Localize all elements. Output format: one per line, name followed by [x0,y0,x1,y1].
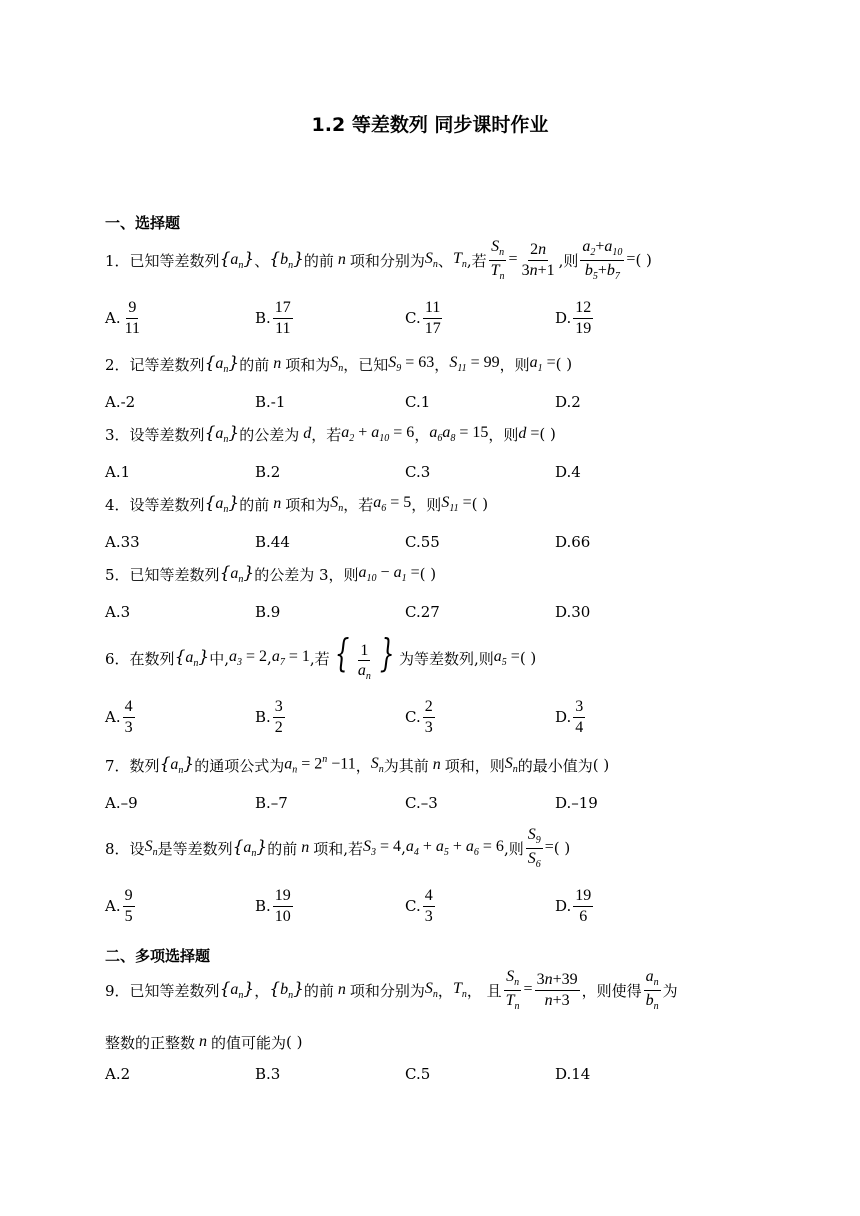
math-product: $a_6a_8 = 15$ [429,423,489,445]
option-b[interactable] [255,697,287,737]
option-c[interactable]: C.1 [405,393,431,411]
answer-blank: ( ) [592,756,610,774]
frac-num: 19 [573,887,593,907]
option-a[interactable]: A.2 [105,1065,131,1083]
options-q8 [105,886,805,926]
question-text: 项和,若 [313,839,364,858]
option-label: D. [555,309,572,327]
question-5 [105,560,436,588]
sequence-a: $\{a_n\}$ [204,492,240,516]
question-text: 中, [209,649,229,668]
option-label: A. [105,309,121,327]
question-text: ，已知 [343,355,389,374]
sequence-a: $\{a_n\}$ [174,646,210,670]
math-ratio: $\frac{S_9}{S_6}$ = [527,826,554,870]
option-label: C. [405,897,421,915]
frac-num: 4 [423,887,435,907]
math-tn: $T_n$ [452,979,467,1001]
sequence-b: $\{b_n\}$ [269,248,304,272]
question-text: 、 [254,251,270,270]
question-text: 已知等差数列 [129,251,220,270]
sequence-a: $\{a_n\}$ [232,836,268,860]
frac-num: 3 [573,698,585,718]
question-1 [105,238,652,282]
frac-num: 9 [123,887,135,907]
frac-num: 12 [573,299,593,319]
option-c[interactable]: C.–3 [405,794,438,812]
options-q9 [105,1054,805,1094]
question-text: ， [414,425,430,444]
answer-blank: ( ) [539,425,556,443]
question-text: ，则 [411,495,442,514]
question-text: ,若 [466,251,487,270]
question-text: 的前 [239,355,270,374]
question-text: 的前 [303,981,334,1000]
question-2 [105,350,572,378]
question-4 [105,490,488,518]
question-text: ，若 [311,425,342,444]
question-text: 的通项公式为 [194,756,285,775]
math-n: n [195,1033,212,1050]
frac-num: 4 [123,698,135,718]
option-b[interactable]: B.3 [255,1065,281,1083]
question-text: 的前 [303,251,334,270]
option-label: A. [105,708,121,726]
question-text: ， 且 [466,981,502,1000]
options-q5 [105,592,805,632]
option-c[interactable]: C.27 [405,603,440,621]
math-d: d [299,425,312,442]
answer-blank: ( ) [519,649,537,667]
question-text: 是等差数列 [157,839,233,858]
answer-blank: ( ) [635,251,652,269]
frac-den: 19 [575,319,592,337]
question-text: , [401,839,406,857]
options-q6 [105,697,805,737]
math-s11: $S_{11}$ = [441,493,472,515]
math-n: n [269,355,286,372]
math-n: n [333,251,350,268]
option-c[interactable]: C.55 [405,533,440,551]
question-number: 2． [105,355,130,374]
question-text: ， [254,981,270,1000]
answer-blank: ( ) [286,1033,303,1051]
sequence-a: $\{a_n\}$ [204,422,240,446]
question-number: 5． [105,565,130,584]
option-d[interactable] [555,298,595,338]
option-label: D. [555,897,572,915]
option-b[interactable]: B.2 [255,463,281,481]
frac-num: 9 [126,299,138,319]
question-text: ，若 [343,495,374,514]
question-text: 整数的正整数 [105,1033,196,1052]
question-text: ， [355,756,371,775]
frac-den: 17 [424,319,441,337]
math-sn: $S_n$ [330,493,344,515]
answer-blank: ( ) [471,495,489,513]
options-q3 [105,452,805,492]
question-text: ,若 [309,649,330,668]
option-label: B. [255,309,271,327]
page-title: 1.2 等差数列 同步课时作业 [311,114,549,136]
option-a[interactable] [105,886,137,926]
question-text: ， [434,355,450,374]
question-9 [105,968,678,1012]
sequence-a: $\{a_n\}$ [159,753,195,777]
options-q7 [105,783,805,823]
math-an-over-bn: $\frac{a_n}{b_n}$ [645,968,659,1012]
question-text: 为其前 [383,756,429,775]
option-b[interactable] [255,298,295,338]
question-text: 已知等差数列 [129,565,220,584]
option-d[interactable]: D.4 [555,463,581,481]
option-a[interactable]: A.1 [105,463,131,481]
math-sum456: $a_4 + a_5 + a_6 = 6$ [405,837,504,859]
question-8 [105,826,570,870]
question-text: 的最小值为 [517,756,593,775]
question-text: 为等差数列,则 [399,649,494,668]
option-label: A. [105,897,121,915]
question-7 [105,751,609,779]
math-a6: $a_6 = 5$ [373,493,412,515]
question-text: 设 [129,839,145,858]
question-number: 4． [105,495,130,514]
question-text: ,则 [558,251,579,270]
question-text: ， [437,981,453,1000]
question-number: 3． [105,425,130,444]
option-label: C. [405,708,421,726]
math-sn: $S_n$ [370,754,384,776]
math-sn: $S_n$ [424,249,438,271]
frac-num: 2 [423,698,435,718]
option-b[interactable]: B.9 [255,603,281,621]
option-a[interactable]: A.3 [105,603,131,621]
frac-den: 3 [424,907,433,925]
option-b[interactable]: B.-1 [255,393,286,411]
option-a[interactable]: A.33 [105,533,140,551]
question-text: 项和为 [285,355,331,374]
option-label: B. [255,708,271,726]
option-d[interactable] [555,886,595,926]
options-q2 [105,382,805,422]
frac-num: 19 [273,887,293,907]
option-b[interactable]: B.44 [255,533,290,551]
math-n: n [333,981,350,998]
frac-den: 5 [124,907,133,925]
math-a7: $a_7 = 1$ [271,647,310,669]
frac-den: 2 [274,718,283,736]
options-q4 [105,522,805,562]
question-text: 的公差为 [239,425,300,444]
question-text: 在数列 [129,649,175,668]
question-9-continued [105,1028,303,1056]
question-text: 记等差数列 [129,355,205,374]
math-n: n [297,839,314,856]
question-text: 数列 [129,756,160,775]
question-text: 项和分别为 [349,251,425,270]
question-text: , [267,649,272,667]
math-d-eq: d = [518,425,540,442]
question-text: 项和分别为 [349,981,425,1000]
option-c[interactable] [405,697,437,737]
option-b[interactable]: B.–7 [255,794,288,812]
sequence-a: $\{a_n\}$ [204,352,240,376]
sequence-b: $\{b_n\}$ [269,978,304,1002]
math-target: $\frac{a_2+a_{10}}{b_5+b_7}$ = [582,238,636,282]
math-sn: $S_n$ [144,837,158,859]
option-c[interactable]: C.5 [405,1065,431,1083]
sequence-reciprocal: { $\frac{1}{a_n}$ } [334,630,395,683]
math-difference: $a_{10} - a_1$ = [358,563,420,585]
question-text: ，则使得 [581,981,642,1000]
question-text: 、 [437,251,453,270]
sequence-a: $\{a_n\}$ [219,978,255,1002]
answer-blank: ( ) [555,355,573,373]
frac-den: 10 [274,907,291,925]
question-text: 设等差数列 [129,495,205,514]
question-number: 7． [105,756,130,775]
option-a[interactable] [105,697,137,737]
question-6 [105,632,536,684]
question-text: 项和为 [285,495,331,514]
question-text: ，则 [499,355,530,374]
option-label: C. [405,309,421,327]
option-c[interactable] [405,298,445,338]
answer-blank: ( ) [553,839,571,857]
option-label: B. [255,897,271,915]
math-a3: $a_3 = 2$ [229,647,268,669]
option-a[interactable]: A.-2 [105,393,136,411]
question-3 [105,420,556,448]
question-text: 已知等差数列 [129,981,220,1000]
question-text: 为 [662,981,678,1000]
option-a[interactable]: A.–9 [105,794,138,812]
math-general-term: $a_n = 2^n -11$ [284,754,356,776]
frac-den: 6 [579,907,588,925]
math-a5: $a_5$ = [493,647,520,669]
math-s3: $S_3 = 4$ [363,837,402,859]
math-sum: $a_2 + a_{10} = 6$ [341,423,415,445]
question-text: ，则 [488,425,519,444]
option-d[interactable]: D.66 [555,533,591,551]
math-n: n [428,756,445,773]
math-s9: $S_9 = 63$ [388,353,435,375]
section-heading-single-choice: 一、选择题 [105,214,181,232]
question-number: 8． [105,839,130,858]
option-d[interactable] [555,697,587,737]
math-a1: $a_1$ = [529,353,556,375]
math-tn: $T_n$ [452,249,467,271]
frac-den: 3 [124,718,133,736]
options-q1 [105,298,805,338]
math-ratio: $\frac{S_n}{T_n}$ = $\frac{3n+39}{n+3}$ [505,968,578,1012]
question-text: 设等差数列 [129,425,205,444]
math-ratio: $\frac{S_n}{T_n}$ = $\frac{2n}{3n+1}$ [490,238,555,282]
math-sn: $S_n$ [424,979,438,1001]
section-heading-multi-choice: 二、多项选择题 [105,947,211,965]
question-text: 的前 [267,839,298,858]
option-d[interactable]: D.2 [555,393,581,411]
question-text: 的公差为 3，则 [254,565,359,584]
frac-den: 4 [575,718,584,736]
option-a[interactable] [105,298,144,338]
sequence-a: $\{a_n\}$ [219,562,255,586]
math-sn: $S_n$ [504,754,518,776]
question-text: ,则 [503,839,524,858]
math-sn: $S_n$ [330,353,344,375]
answer-blank: ( ) [419,565,437,583]
question-text: 的值可能为 [211,1033,287,1052]
option-d[interactable]: D.14 [555,1065,591,1083]
option-c[interactable] [405,886,437,926]
option-c[interactable]: C.3 [405,463,431,481]
frac-den: 3 [424,718,433,736]
math-s11: $S_{11} = 99$ [449,353,500,375]
frac-num: 3 [273,698,285,718]
sequence-a: $\{a_n\}$ [219,248,255,272]
option-label: D. [555,708,572,726]
frac-num: 11 [423,299,442,319]
frac-den: 11 [124,319,141,337]
question-number: 1． [105,251,130,270]
frac-den: 11 [275,319,291,337]
question-number: 9． [105,981,130,1000]
frac-num: 17 [273,299,293,319]
option-d[interactable]: D.–19 [555,794,598,812]
option-d[interactable]: D.30 [555,603,591,621]
math-n: n [269,495,286,512]
question-text: 的前 [239,495,270,514]
question-text: 项和，则 [444,756,505,775]
option-b[interactable] [255,886,295,926]
question-number: 6． [105,649,130,668]
